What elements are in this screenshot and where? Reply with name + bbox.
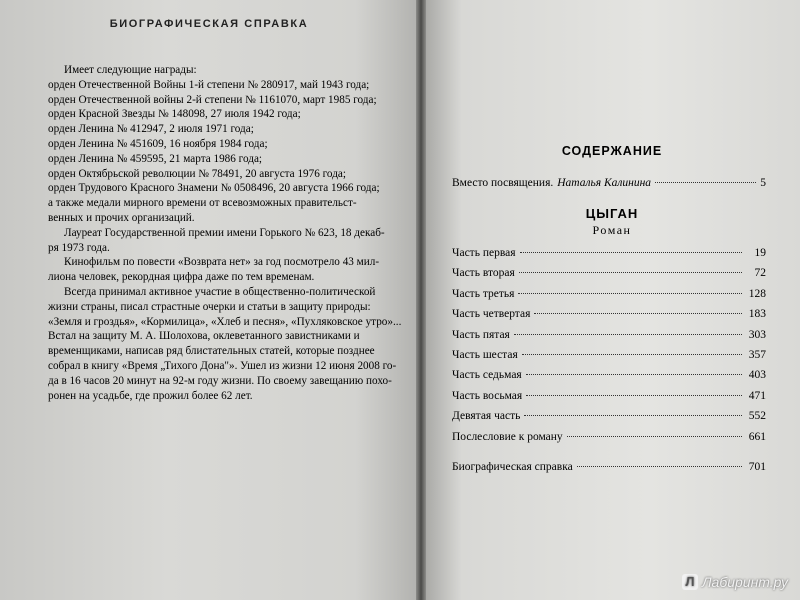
bio-line: собрал в книгу «Время „Тихого Дона"». Ушел из жизни 12 июня 2008 го-	[48, 359, 397, 372]
dot-leader	[567, 436, 742, 437]
toc-entry[interactable]	[452, 427, 766, 447]
dot-leader	[577, 466, 742, 467]
bio-line: орден Ленина № 412947, 2 июля 1971 года;	[48, 123, 254, 136]
toc-entry[interactable]	[452, 457, 766, 477]
toc-entry-label: Часть первая	[452, 247, 516, 259]
toc-entry-page-number: 303	[748, 328, 766, 341]
dot-leader	[534, 313, 742, 314]
toc-entry-page-number: 72	[754, 267, 766, 280]
toc-entry-page-number: 19	[754, 247, 766, 259]
toc-entry[interactable]	[452, 386, 766, 406]
bio-line: да в 16 часов 20 минут на 92-м году жизни. По своему завещанию похо-	[48, 374, 392, 387]
toc-entry[interactable]	[452, 365, 766, 385]
watermark	[682, 574, 788, 590]
bio-line: Всегда принимал активное участие в общественно-политической	[64, 285, 376, 298]
biography-text	[48, 63, 402, 403]
bio-line: ронен на усадьбе, где прожил более 62 лет.	[48, 389, 253, 402]
bio-line: орден Отечественной войны 2-й степени № 1161070, март 1985 года;	[48, 93, 377, 106]
toc-entry-page-number: 128	[748, 287, 766, 300]
toc-title: СОДЕРЖАНИЕ	[561, 144, 663, 158]
toc-entry[interactable]	[452, 304, 766, 324]
dot-leader	[514, 334, 742, 335]
bio-line: а также медали мирного времени от всевозможных правительст-	[48, 197, 357, 210]
book-spine	[416, 0, 426, 600]
toc-dedication-entry[interactable]	[452, 177, 766, 189]
bio-line: жизни страны, писал страстные очерки и статьи в защиту природы:	[48, 300, 371, 313]
watermark-text: Лабиринт.ру	[701, 574, 788, 590]
novel-subtitle: Роман	[592, 223, 632, 237]
dot-leader	[524, 415, 742, 416]
bio-line: «Земля и гроздья», «Кормилица», «Хлеб и песня», «Пухляковское утро»...	[48, 315, 402, 328]
bio-line: лиона человек, рекордная цифра даже по тем временам.	[48, 271, 315, 284]
toc-entry-label: Часть третья	[452, 287, 515, 300]
toc-entry-label: Биографическая справка	[452, 460, 573, 473]
dedication-author: Наталья Калинина	[557, 177, 652, 189]
novel-title: ЦЫГАН	[585, 206, 639, 221]
toc-entry-page-number: 403	[748, 369, 766, 382]
toc-entry-label: Часть пятая	[452, 328, 510, 341]
toc-entry-page-number: 471	[748, 389, 766, 402]
bio-line: орден Ленина № 459595, 21 марта 1986 года;	[48, 152, 263, 165]
toc-entry[interactable]	[452, 406, 766, 426]
bio-line: Имеет следующие награды:	[64, 64, 197, 76]
labirint-logo-icon: Л	[682, 574, 698, 590]
toc-entry-page-number: 183	[748, 308, 766, 321]
bio-line: Встал на защиту М. А. Шолохова, оклеветанного завистниками и	[48, 330, 360, 343]
bio-line: Кинофильм по повести «Возврата нет» за год посмотрело 43 мил-	[64, 256, 380, 269]
bio-line: орден Красной Звезды № 148098, 27 июля 1942 года;	[48, 108, 301, 121]
toc-entry-label: Послесловие к роману	[452, 430, 563, 443]
dot-leader	[518, 293, 742, 294]
toc-entry[interactable]	[452, 263, 766, 283]
toc-entry[interactable]	[452, 243, 766, 263]
bio-line: орден Трудового Красного Знамени № 0508496, 20 августа 1966 года;	[48, 182, 380, 195]
toc-entry-page-number: 552	[748, 410, 766, 423]
toc-entry-label: Часть вторая	[452, 267, 515, 280]
toc-entry-page-number: 357	[748, 348, 766, 361]
dedication-label: Вместо посвящения.	[452, 177, 554, 189]
dot-leader	[655, 182, 756, 183]
bio-line: орден Ленина № 451609, 16 ноября 1984 года;	[48, 137, 268, 150]
dot-leader	[522, 354, 742, 355]
bio-line: орден Октябрьской революции № 78491, 20 августа 1976 года;	[48, 167, 346, 180]
toc-entry-label: Часть четвертая	[452, 308, 531, 321]
running-head: БИОГРАФИЧЕСКАЯ СПРАВКА	[109, 18, 309, 30]
dot-leader	[519, 272, 742, 273]
dot-leader	[526, 395, 742, 396]
toc-entry[interactable]	[452, 345, 766, 365]
bio-line: временщиками, написав ряд блистательных статей, которые позднее	[48, 345, 375, 358]
bio-line: венных и прочих организаций.	[48, 211, 195, 224]
toc-entry[interactable]	[452, 284, 766, 304]
dot-leader	[520, 252, 742, 253]
dot-leader	[526, 374, 742, 375]
toc-entry-label: Девятая часть	[452, 410, 521, 423]
bio-line: орден Отечественной Войны 1-й степени № 280917, май 1943 года;	[48, 78, 370, 91]
toc-entry-label: Часть седьмая	[452, 369, 522, 382]
bio-line: ря 1973 года.	[48, 241, 110, 254]
toc-entry-label: Часть шестая	[452, 348, 518, 361]
toc-entry-label: Часть восьмая	[452, 389, 523, 402]
toc-entry-page-number: 661	[748, 430, 766, 443]
toc-entry[interactable]	[452, 325, 766, 345]
toc-entry-page-number: 701	[748, 460, 766, 473]
bio-line: Лауреат Государственной премии имени Горького № 623, 18 декаб-	[64, 226, 385, 239]
dedication-page-number: 5	[760, 177, 766, 189]
toc-list	[452, 243, 766, 477]
